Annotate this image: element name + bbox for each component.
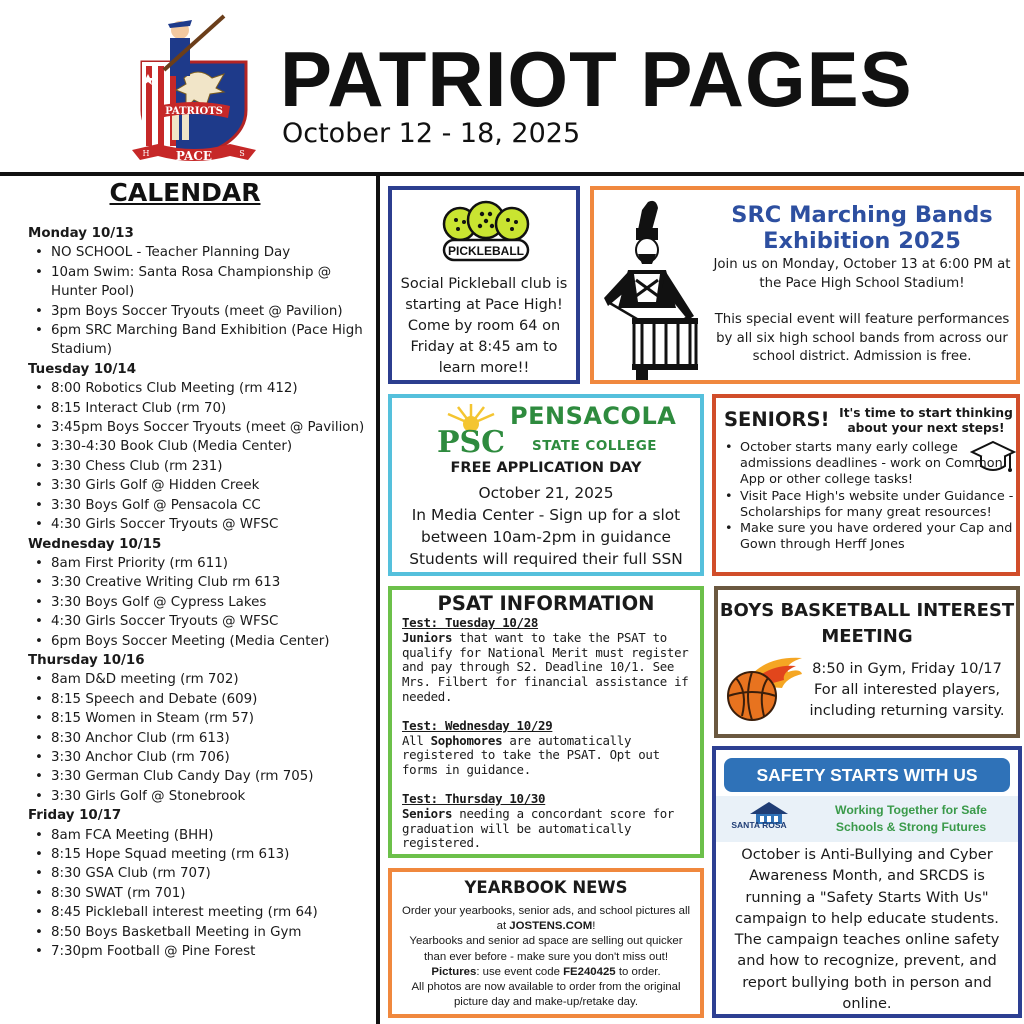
safety-text: October is Anti-Bullying and Cyber Awareness Month, and SRCDS is running a "Safety Starts With Us" campaign to help educate students. The campaign teaches online safety and how to recognize, prevent, and report bullying both in person and online. (734, 846, 1000, 1013)
psat-text: are automatically registered to take the PSAT. Opt out forms in guidance. (402, 732, 660, 778)
santa-rosa-strip (716, 796, 1018, 842)
calendar-event: • NO SCHOOL - Teacher Planning Day (28, 243, 368, 262)
svg-text:PATRIOTS: PATRIOTS (165, 106, 223, 117)
yearbook-text (398, 904, 694, 1010)
yearbook-paragraph-selling: Yearbooks and senior ad space are selling out quicker than ever before - make sure you don't miss out! (409, 935, 683, 963)
pictures-label: Pictures (431, 965, 477, 978)
calendar-title: CALENDAR (109, 178, 261, 207)
calendar-day-label: Tuesday 10/14 (28, 361, 137, 377)
calendar-event: • 4:30 Girls Soccer Tryouts @ WFSC (28, 612, 368, 631)
newsletter-dates: October 12 - 18, 2025 (282, 118, 581, 149)
seniors-list (720, 440, 1016, 553)
santa-rosa-logo-text: SANTA ROSA (731, 820, 787, 830)
calendar-day-events (28, 670, 368, 806)
marching-band-box (590, 186, 1020, 384)
calendar-day-label: Wednesday 10/15 (28, 536, 162, 552)
basketball-details: 8:50 in Gym, Friday 10/17 For all interested players, including returning varsity. (809, 660, 1005, 719)
yearbook-order-end: ! (592, 920, 596, 933)
psc-heading: FREE APPLICATION DAY (450, 460, 642, 476)
calendar-event: • 7:30pm Football @ Pine Forest (28, 942, 368, 961)
psat-group: Juniors (402, 629, 453, 645)
calendar-event: • 8:30 SWAT (rm 701) (28, 884, 368, 903)
svg-text:PSC: PSC (436, 425, 506, 456)
yearbook-order-text: Order your yearbooks, senior ads, and school pictures all at (401, 905, 691, 933)
calendar-day-events (28, 243, 368, 359)
svg-text:PACE: PACE (175, 149, 213, 163)
psat-text: that want to take the PSAT to qualify for National Merit must register and pay through S2. Deadline 10/1. See Mrs. Filbert for financial assistance if needed. (402, 629, 689, 704)
seniors-list-item: • Visit Pace High's website under Guidance - Scholarships for many great resources! (720, 489, 1016, 521)
safety-box (712, 746, 1022, 1018)
calendar-event: • 8:50 Boys Basketball Meeting in Gym (28, 923, 368, 942)
psc-name: PENSACOLA (510, 402, 677, 430)
pictures-end: to order. (615, 965, 661, 978)
svg-text:S: S (239, 149, 245, 158)
calendar-day-events (28, 379, 368, 534)
calendar-event: • 6pm SRC Marching Band Exhibition (Pace High Stadium) (28, 321, 368, 360)
psat-group: Seniors (402, 805, 453, 821)
calendar-event: • 8:30 GSA Club (rm 707) (28, 864, 368, 883)
pickleball-box (388, 186, 580, 384)
yearbook-paragraph-photos: All photos are now available to order from the original picture day and make-up/retake day. (411, 981, 681, 1009)
calendar-day-label: Monday 10/13 (28, 226, 134, 241)
calendar-event: • 3:30-4:30 Book Club (Media Center) (28, 437, 368, 456)
calendar-event: • 3:30 Boys Golf @ Pensacola CC (28, 496, 368, 515)
newsletter-title: PATRIOT PAGES (280, 35, 913, 123)
calendar-event: • 8:15 Hope Squad meeting (rm 613) (28, 845, 368, 864)
svg-text:PICKLEBALL: PICKLEBALL (448, 244, 524, 258)
calendar-event: • 8:15 Speech and Debate (609) (28, 690, 368, 709)
calendar-event: • 8:45 Pickleball interest meeting (rm 64) (28, 903, 368, 922)
column-divider (376, 176, 380, 1024)
pickleball-logo (438, 200, 534, 264)
psat-test-date: Test: Tuesday 10/28 (402, 615, 539, 630)
calendar-section (0, 178, 376, 1024)
calendar-event: • 8:15 Interact Club (rm 70) (28, 399, 368, 418)
calendar-list (28, 224, 368, 961)
calendar-event: • 3:30 Girls Golf @ Stonebrook (28, 787, 368, 806)
jostens-link[interactable]: JOSTENS.COM (509, 920, 593, 933)
calendar-day-label: Friday 10/17 (28, 808, 122, 824)
calendar-event: • 8:30 Anchor Club (rm 613) (28, 729, 368, 748)
psat-group: Sophomores (430, 732, 503, 748)
calendar-event: • 3:30 Anchor Club (rm 706) (28, 748, 368, 767)
basketball-box (714, 586, 1020, 738)
calendar-event: • 6pm Boys Soccer Meeting (Media Center) (28, 632, 368, 651)
calendar-event: • 3pm Boys Soccer Tryouts (meet @ Pavilion) (28, 302, 368, 321)
yearbook-paragraph-order (398, 904, 694, 934)
psat-sections (402, 616, 696, 865)
calendar-event: • 3:45pm Boys Soccer Tryouts (meet @ Pavilion) (28, 418, 368, 437)
svg-text:H: H (142, 149, 150, 158)
psat-pre: All (402, 732, 431, 748)
calendar-event: • 3:30 Creative Writing Club rm 613 (28, 573, 368, 592)
seniors-box (712, 394, 1020, 576)
calendar-event: • 10am Swim: Santa Rosa Championship @ Hunter Pool) (28, 263, 368, 302)
calendar-event: • 3:30 Chess Club (rm 231) (28, 457, 368, 476)
header-divider (0, 172, 1024, 176)
seniors-list-item: • October starts many early college admissions deadlines - work on Common App or other college tasks! (720, 440, 1016, 489)
calendar-event: • 3:30 Boys Golf @ Cypress Lakes (28, 593, 368, 612)
calendar-event: • 4:30 Girls Soccer Tryouts @ WFSC (28, 515, 368, 534)
calendar-event: • 8am First Priority (rm 611) (28, 554, 368, 573)
calendar-event: • 8:00 Robotics Club Meeting (rm 412) (28, 379, 368, 398)
psc-date: October 21, 2025 (478, 484, 614, 502)
drummer-illustration (598, 198, 710, 380)
seniors-tagline: It's time to start thinking about your next steps! (839, 406, 1013, 435)
pace-patriots-logo (128, 10, 260, 166)
psat-section (402, 719, 696, 778)
psat-box (388, 586, 704, 858)
psc-details (392, 482, 700, 570)
calendar-event: • 3:30 Girls Golf @ Hidden Creek (28, 476, 368, 495)
marching-band-body: This special event will feature performances by all six high school bands from across our school district. Admission is free. (714, 312, 1010, 364)
psat-section (402, 616, 696, 705)
yearbook-paragraph-pictures (398, 965, 694, 980)
psc-line2: Students will required their full SSN (409, 550, 683, 568)
yearbook-box (388, 868, 704, 1018)
pickleball-text: Social Pickleball club is starting at Pace High! Come by room 64 on Friday at 8:45 am to learn more!! (400, 276, 568, 376)
marching-band-description (706, 256, 1018, 367)
psc-subtitle: STATE COLLEGE (532, 438, 658, 454)
calendar-day-label: Thursday 10/16 (28, 652, 145, 668)
safety-banner: SAFETY STARTS WITH US (724, 758, 1010, 792)
santa-rosa-tagline: Working Together for Safe Schools & Strong Futures (835, 803, 987, 834)
seniors-title: SENIORS! (724, 408, 830, 431)
seniors-list-item: • Make sure you have ordered your Cap and Gown through Herff Jones (720, 521, 1016, 553)
psc-line1: In Media Center - Sign up for a slot between 10am-2pm in guidance (411, 506, 681, 546)
yearbook-title: YEARBOOK NEWS (464, 878, 628, 897)
event-code: FE240425 (563, 965, 616, 978)
psc-application-box (388, 394, 704, 576)
psat-title: PSAT INFORMATION (437, 592, 655, 615)
newsletter-header (0, 0, 1024, 172)
calendar-event: • 8am FCA Meeting (BHH) (28, 826, 368, 845)
psat-text: needing a concordant score for graduation will be automatically registered. (402, 805, 675, 851)
psc-logo (434, 402, 508, 456)
marching-band-title: SRC Marching Bands Exhibition 2025 (731, 202, 993, 254)
marching-band-intro: Join us on Monday, October 13 at 6:00 PM at the Pace High School Stadium! (713, 257, 1011, 291)
psat-test-date: Test: Wednesday 10/29 (402, 717, 553, 733)
calendar-event: • 8:15 Women in Steam (rm 57) (28, 709, 368, 728)
calendar-day-events (28, 554, 368, 651)
pictures-text: : use event code (476, 965, 564, 978)
flaming-basketball-icon (722, 652, 802, 722)
calendar-event: • 8am D&D meeting (rm 702) (28, 670, 368, 689)
basketball-title: BOYS BASKETBALL INTEREST MEETING (719, 600, 1015, 647)
psat-test-date: Test: Thursday 10/30 (402, 790, 546, 806)
psat-section (402, 792, 696, 851)
calendar-event: • 3:30 German Club Candy Day (rm 705) (28, 767, 368, 786)
calendar-day-events (28, 826, 368, 962)
